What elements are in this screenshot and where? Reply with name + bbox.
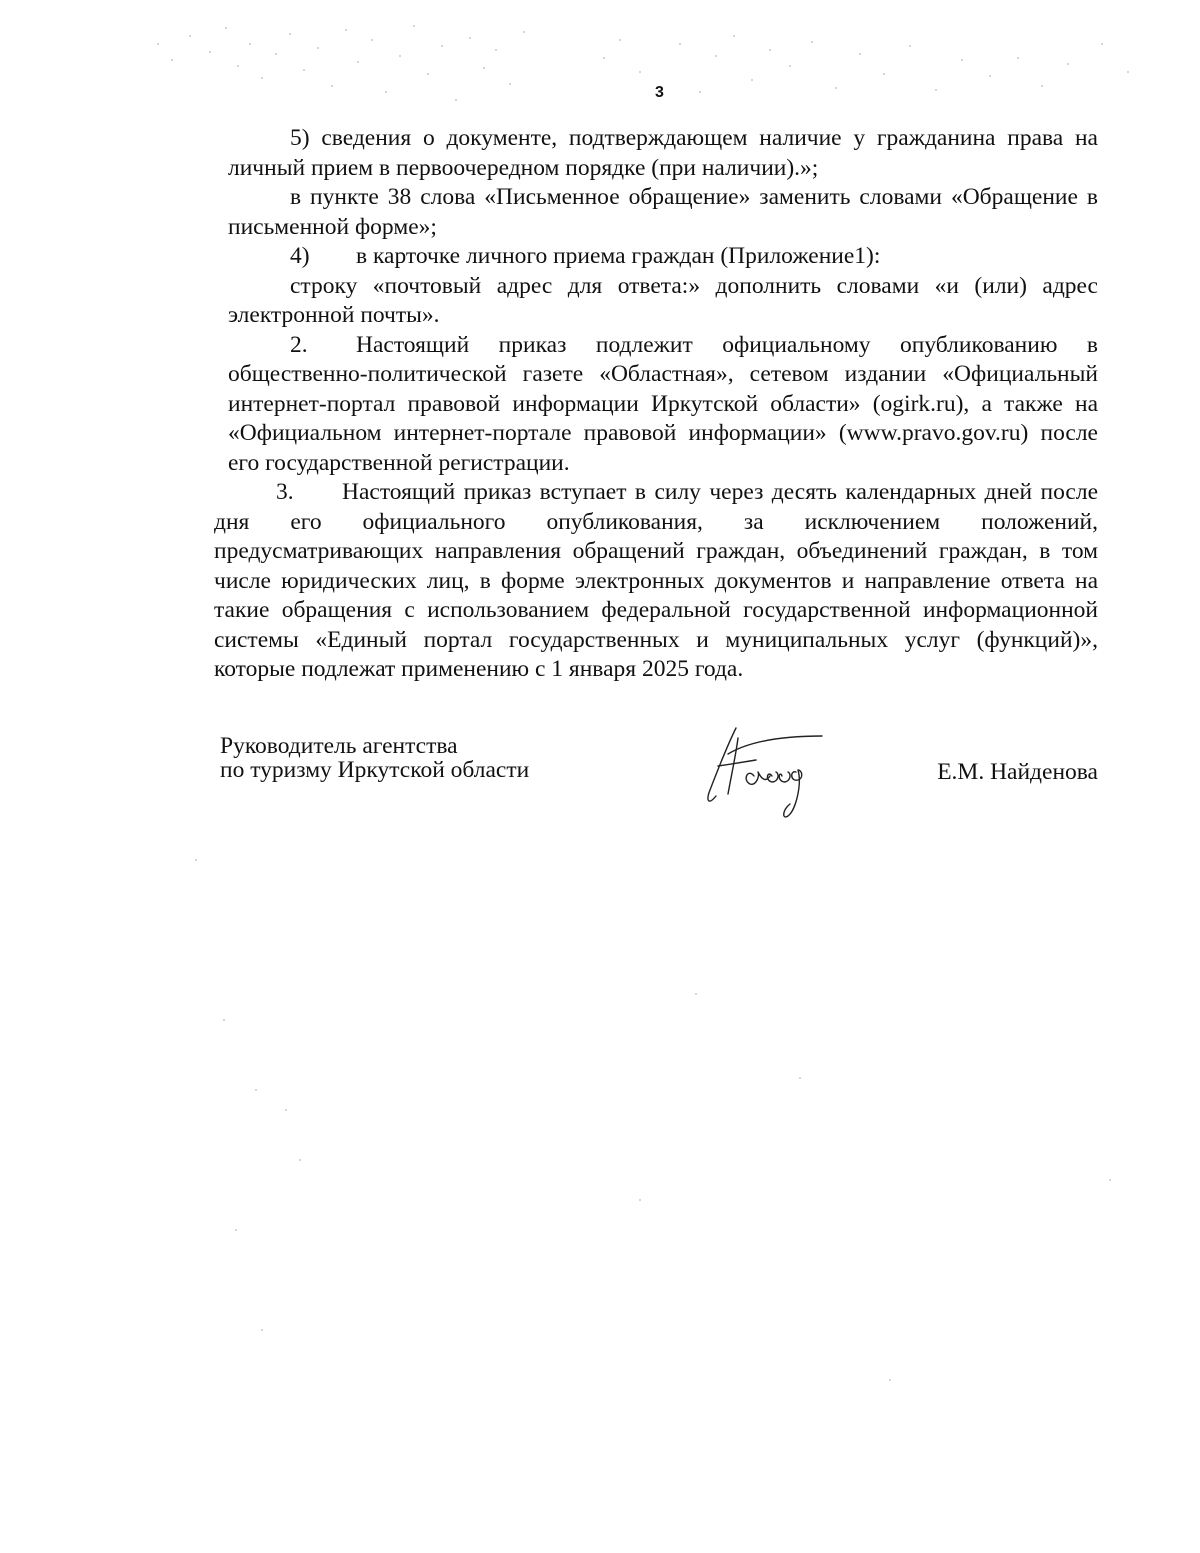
paragraph-entry-into-force [214,478,1098,685]
paragraph-clause-38: в пункте 38 слова «Письменное обращение» заменить словами «Обращение в письменной форме»; [228,184,1098,240]
paragraph-item-5: 5) сведения о документе, подтверждающем наличие у гражданина права на личный прием в первоочередном порядке (при наличии).»; [228,125,1098,181]
document-body [214,124,1098,685]
handwritten-signature [698,724,828,824]
paragraph-text: Настоящий приказ вступает в силу через десять календарных дней после дня его официального опубликования, за исключением положений, предусматривающих направления обращений граждан, объединений граждан, в том числе юридических лиц, в форме электронных документов и направление ответа на такие обращения с использованием федеральной государственной информационной системы «Единый портал государственных и муниципальных услуг (функций)», которые подлежат применению с 1 января 2025 года. [214,479,1098,682]
paragraph-text: в карточке личного приема граждан (Приложение1): [356,243,881,269]
paragraph-item-4 [228,242,1098,272]
paragraph-text: Настоящий приказ подлежит официальному опубликованию в общественно-политической газете «Областная», сетевом издании «Официальный интернет-портал правовой информации Иркутской области» (ogirk.ru), а также на «Официальном интернет-портале правовой информации» (www.pravo.gov.ru) после его государственной регистрации. [228,331,1098,476]
item-number: 2. [290,331,308,358]
item-number: 4) [290,243,310,269]
paragraph-publication [228,331,1098,479]
signature-block [220,734,1098,834]
signatory-position-line-1: Руководитель агентства [220,733,458,759]
signatory-position [220,734,529,782]
page-number: 3 [655,84,664,101]
paragraph-postal-address: строку «почтовый адрес для ответа:» дополнить словами «и (или) адрес электронной почты». [228,272,1098,328]
signatory-position-line-2: по туризму Иркутской области [220,757,530,783]
signatory-name: Е.М. Найденова [937,759,1098,785]
item-number: 3. [276,479,294,505]
